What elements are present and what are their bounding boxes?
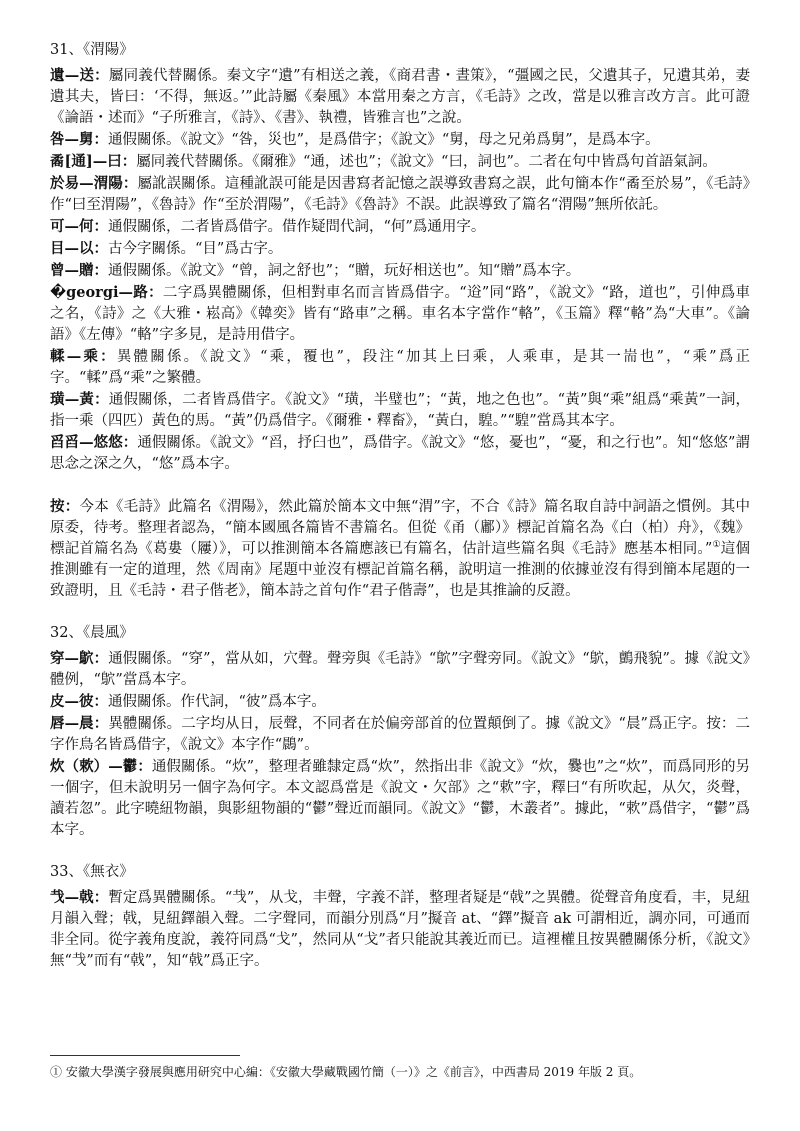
spacer: [50, 841, 750, 862]
entry-head: 遺—送：: [50, 67, 109, 84]
entry: [50, 216, 750, 238]
section-31-entries: [50, 65, 750, 475]
entry-head: 炊（欶）—鬱：: [50, 758, 152, 775]
entry-head: 咎—舅：: [50, 131, 108, 148]
spacer: [50, 475, 750, 496]
entry-text: 通假關係。作代詞，“彼”爲本字。: [108, 694, 326, 710]
entry-head: 曾—贈：: [50, 262, 108, 279]
entry: [50, 173, 750, 216]
entry: [50, 713, 750, 756]
section-heading-31: 31、《渭陽》: [50, 42, 134, 58]
entry: [50, 432, 750, 475]
entry: [50, 238, 750, 260]
entry-head: 𢦏—戟：: [50, 889, 109, 906]
document-body: [50, 40, 750, 972]
entry: [50, 65, 750, 129]
note-paragraph: [50, 496, 750, 602]
entry-head: 皮—彼：: [50, 693, 108, 710]
entry-text: 異體關係。《說文》“乘，覆也”，段注“加其上曰乘，人乘車，是其一耑也”，“乘”爲正字。“輮”爲“乘”之繁體。: [50, 349, 750, 386]
note-text: 今本《毛詩》此篇名《渭陽》，然此篇於簡本文中無“渭”字，不合《詩》篇名取自詩中詞語之慣例。其中原委，待考。整理者認為，“簡本國風各篇皆不書篇名。但從《甬（鄘）》標記首篇名為《白（柏）舟》，《魏》標記首篇名為《葛婁（屨）》，可以推測簡本各篇應該已有篇名，估計這些篇名與《毛詩》應基本相同。”: [50, 499, 751, 557]
footnote-marker[interactable]: ①: [712, 540, 721, 551]
entry-head: 舀舀—悠悠：: [50, 434, 138, 451]
entry-text: 通假關係，二者皆爲借字。借作疑問代詞，“何”爲通用字。: [108, 219, 486, 235]
entry: [50, 151, 750, 173]
note-text-continued: 這個推測雖有一定的道理，然《周南》尾題中並沒有標記首篇名稱，說明這一推測的依據並沒有得到簡本尾題的一致證明，且《毛詩・君子偕老》，簡本詩之首句作“君子偕壽”，也是其推論的反證。: [50, 541, 750, 599]
entry-text: 通假關係。“炊”，整理者雖隸定爲“炊”，然指出非《說文》“炊，爨也”之“炊”，而爲同形的另一個字，但未說明另一個字為何字。本文認爲當是《說文・欠部》之“欶”字，釋曰“有所吹起，从欠，炎聲，讀若忽”。此字曉紐物韻，與影紐物韻的“鬱”聲近而韻同。《說文》“鬱，木叢者”。據此，“欶”爲借字，“鬱”爲本字。: [50, 759, 750, 838]
spacer: [50, 602, 750, 623]
footnote-divider: [50, 1055, 240, 1056]
entry-text: 屬同義代替關係。《爾雅》“通，述也”；《說文》“曰，詞也”。二者在句中皆爲句首語氣詞。: [136, 154, 717, 170]
entry-head: 唇—晨：: [50, 715, 109, 732]
section-32-entries: [50, 648, 750, 841]
entry-head: 目—以：: [50, 240, 108, 257]
entry: [50, 389, 750, 432]
entry-text: 古今字關係。“目”爲古字。: [108, 241, 283, 257]
entry-text: 通假關係。《說文》“曾，詞之舒也”；“贈，玩好相送也”。知“贈”爲本字。: [108, 263, 581, 279]
entry: [50, 756, 750, 841]
entry-head: 璜—黃：: [50, 391, 109, 408]
entry: [50, 346, 750, 389]
entry-head: 可—何：: [50, 218, 108, 235]
entry-head: 矞[通]—曰：: [50, 153, 137, 170]
entry-text: 通假關係，二者皆爲借字。《說文》“璜，半璧也”；“黃，地之色也”。“黃”與“乘”組爲“乘黃”一詞，指一乘（四匹）黃色的馬。“黃”仍爲借字。《爾雅・釋畜》，“黃白，騜。”“騜”當爲其本字。: [50, 392, 751, 429]
entry-text: 異體關係。二字均从日，辰聲，不同者在於偏旁部首的位置顛倒了。據《說文》“晨”爲正字。按：二字作鳥名皆爲借字，《說文》本字作“鷐”。: [50, 716, 751, 753]
entry-text: 通假關係。《說文》“舀，抒臼也”，爲借字。《說文》“悠，憂也”，“憂，和之行也”。知“悠悠”謂思念之深之久，“悠”爲本字。: [50, 435, 750, 472]
section-33-entries: [50, 887, 750, 972]
entry-text: 通假關係。《說文》“咎，災也”，是爲借字；《說文》“舅，母之兄弟爲舅”，是爲本字。: [108, 132, 660, 148]
entry-text: 屬同義代替關係。秦文字“遺”有相送之義，《商君書・晝策》，“彊國之民，父遺其子，兄遺其弟，妻遺其夫，皆曰：‘不得，無返。’”此詩屬《秦風》本當用秦之方言，《毛詩》之改，當是以雅言改方言。此可證《論語・述而》“子所雅言，《詩》、《書》、執禮，皆雅言也”之說。: [50, 68, 750, 126]
entry: [50, 887, 750, 972]
section-heading-32: 32、《晨風》: [50, 625, 134, 641]
entry-text: 二字爲異體關係，但相對車名而言皆爲借字。“逧”同“路”，《說文》“路，道也”，引伸爲車之名，《詩》之《大雅・崧高》《韓奕》皆有“路車”之稱。車名本字當作“輅”，《玉篇》釋“輅”為“大車”。《論語》《左傳》“輅”字多見，是詩用借字。: [50, 285, 750, 343]
entry-text: 暫定爲異體關係。“𢦏”，从戈，丰聲，字義不詳，整理者疑是“戟”之異體。從聲音角度看，丰，見紐月韻入聲；戟，見紐鐸韻入聲。二字聲同，而韻分別爲“月”擬音 at、“鐸”擬音 ak 可謂相近，調亦同，可通而非全同。從字義角度說，義符同爲“戈”，然同从“戈”者只能說其義近而已。這裡權且按異體關係分析，《說文》無“𢦏”而有“戟”，知“戟”爲正字。: [50, 890, 750, 969]
entry: [50, 129, 750, 151]
entry: [50, 260, 750, 282]
entry-head: 輮—乘：: [50, 348, 117, 365]
note-head: 按：: [50, 498, 80, 515]
entry-head: 穿—鴥：: [50, 650, 109, 667]
section-heading-33: 33、《無衣》: [50, 864, 134, 880]
entry: [50, 691, 750, 713]
entry-head: �georgi—路：: [50, 284, 163, 301]
entry-text: 屬訛誤關係。這種訛誤可能是因書寫者記憶之誤導致書寫之誤，此句簡本作“矞至於易”，《毛詩》作“曰至渭陽”，《魯詩》作“至於渭陽”，《毛詩》《魯詩》不誤。此誤導致了篇名“渭陽”無所依託。: [50, 176, 750, 213]
entry-head: 於易—渭陽：: [50, 175, 138, 192]
entry: [50, 648, 750, 691]
entry-text: 通假關係。“穿”，當从如，穴聲。聲旁與《毛詩》“鴥”字聲旁同。《說文》“鴥，鸇飛貌”。據《說文》體例，“鴥”當爲本字。: [50, 651, 751, 688]
entry: [50, 282, 750, 346]
footnote: ① 安徽大學漢字發展與應用研究中心編：《安徽大學藏戰國竹簡（一）》之《前言》，中西書局 2019 年版 2 頁。: [50, 1065, 642, 1079]
